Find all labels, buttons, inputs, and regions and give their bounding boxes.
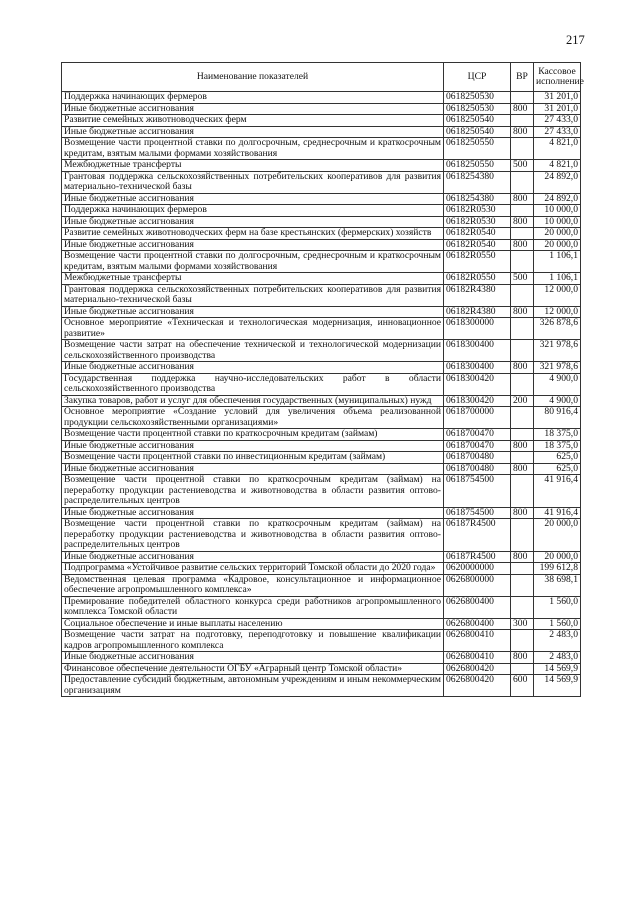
row-code: 0618700480: [444, 452, 511, 464]
row-vr: [511, 574, 534, 596]
row-name: Грантовая поддержка сельскохозяйственных потребительских кооперативов для развития материально-технической базы: [62, 284, 444, 306]
row-name: Возмещение части процентной ставки по краткосрочным кредитам (займам) на переработку продукции растениеводства и животноводства в области развития оптово-распределительных центров: [62, 519, 444, 552]
row-vr: [511, 171, 534, 193]
row-name: Иные бюджетные ассигнования: [62, 507, 444, 519]
row-sum: 4 900,0: [534, 373, 581, 395]
row-vr: [511, 340, 534, 362]
table-row: [62, 475, 581, 508]
row-name: Развитие семейных животноводческих ферм на базе крестьянских (фермерских) хозяйств: [62, 228, 444, 240]
row-vr: 800: [511, 362, 534, 374]
row-code: 0618300420: [444, 373, 511, 395]
row-code: 0626800420: [444, 663, 511, 675]
table-row: [62, 519, 581, 552]
table-header-row: [62, 63, 581, 92]
table-row: [62, 306, 581, 318]
table-row: [62, 160, 581, 172]
row-name: Социальное обеспечение и иные выплаты населению: [62, 618, 444, 630]
row-name: Финансовое обеспечение деятельности ОГБУ «Аграрный центр Томской области»: [62, 663, 444, 675]
row-vr: [511, 115, 534, 127]
table-row: [62, 126, 581, 138]
row-vr: 300: [511, 618, 534, 630]
table-row: [62, 251, 581, 273]
row-code: 06182R0530: [444, 205, 511, 217]
row-sum: 14 569,9: [534, 663, 581, 675]
row-vr: [511, 475, 534, 508]
row-code: 0626800420: [444, 675, 511, 697]
table-row: [62, 440, 581, 452]
row-sum: 1 560,0: [534, 618, 581, 630]
table-row: [62, 228, 581, 240]
row-sum: 41 916,4: [534, 475, 581, 508]
row-name: Возмещение части затрат на подготовку, переподготовку и повышение квалификации кадров агропромышленного комплекса: [62, 630, 444, 652]
row-vr: 800: [511, 126, 534, 138]
row-code: 06182R4380: [444, 306, 511, 318]
row-vr: [511, 228, 534, 240]
row-sum: 1 106,1: [534, 251, 581, 273]
table-row: [62, 239, 581, 251]
row-sum: 27 433,0: [534, 115, 581, 127]
row-vr: [511, 407, 534, 429]
table-row: [62, 574, 581, 596]
row-name: Иные бюджетные ассигнования: [62, 193, 444, 205]
row-code: 06182R0550: [444, 273, 511, 285]
row-vr: [511, 138, 534, 160]
row-vr: [511, 92, 534, 104]
row-sum: 18 375,0: [534, 440, 581, 452]
row-code: 0618700470: [444, 440, 511, 452]
row-vr: [511, 663, 534, 675]
row-name: Возмещение части процентной ставки по краткосрочным кредитам (займам) на переработку продукции растениеводства и животноводства в области развития оптово-распределительных центров: [62, 475, 444, 508]
row-sum: 27 433,0: [534, 126, 581, 138]
row-vr: [511, 205, 534, 217]
row-code: 0618254380: [444, 193, 511, 205]
table-row: [62, 507, 581, 519]
row-vr: 200: [511, 395, 534, 407]
row-vr: 500: [511, 160, 534, 172]
header-code: ЦСР: [444, 63, 511, 92]
row-name: Иные бюджетные ассигнования: [62, 239, 444, 251]
row-vr: [511, 563, 534, 575]
row-vr: [511, 373, 534, 395]
table-row: [62, 318, 581, 340]
row-code: 0618300400: [444, 340, 511, 362]
table-row: [62, 551, 581, 563]
row-sum: 4 900,0: [534, 395, 581, 407]
row-name: Межбюджетные трансферты: [62, 273, 444, 285]
row-name: Иные бюджетные ассигнования: [62, 440, 444, 452]
row-name: Иные бюджетные ассигнования: [62, 216, 444, 228]
row-code: 06187R4500: [444, 551, 511, 563]
row-vr: 800: [511, 551, 534, 563]
table-row: [62, 216, 581, 228]
table-row: [62, 273, 581, 285]
row-name: Возмещение части процентной ставки по долгосрочным, среднесрочным и краткосрочным кредитам, взятым малыми формами хозяйствования: [62, 138, 444, 160]
table-row: [62, 452, 581, 464]
row-name: Поддержка начинающих фермеров: [62, 92, 444, 104]
row-vr: 800: [511, 652, 534, 664]
row-code: 0618250540: [444, 126, 511, 138]
row-sum: 10 000,0: [534, 205, 581, 217]
table-row: [62, 193, 581, 205]
row-code: 0626800400: [444, 596, 511, 618]
row-sum: 199 612,8: [534, 563, 581, 575]
row-name: Ведомственная целевая программа «Кадровое, консультационное и информационное обеспечение агропромышленного комплекса»: [62, 574, 444, 596]
table-row: [62, 675, 581, 697]
table-row: [62, 652, 581, 664]
row-name: Возмещение части затрат на обеспечение технической и технологической модернизации сельскохозяйственного производства: [62, 340, 444, 362]
row-name: Государственная поддержка научно-исследовательских работ в области сельскохозяйственного производства: [62, 373, 444, 395]
row-sum: 12 000,0: [534, 306, 581, 318]
table-row: [62, 103, 581, 115]
row-sum: 41 916,4: [534, 507, 581, 519]
row-name: Возмещение части процентной ставки по краткосрочным кредитам (займам): [62, 429, 444, 441]
row-sum: 12 000,0: [534, 284, 581, 306]
table-row: [62, 395, 581, 407]
row-code: 06182R0550: [444, 251, 511, 273]
row-vr: 600: [511, 675, 534, 697]
table-row: [62, 429, 581, 441]
row-sum: 14 569,9: [534, 675, 581, 697]
row-code: 0618250530: [444, 103, 511, 115]
row-sum: 625,0: [534, 463, 581, 475]
row-code: 06182R4380: [444, 284, 511, 306]
row-sum: 10 000,0: [534, 216, 581, 228]
row-sum: 321 978,6: [534, 362, 581, 374]
table-row: [62, 92, 581, 104]
row-vr: 800: [511, 507, 534, 519]
row-name: Иные бюджетные ассигнования: [62, 103, 444, 115]
row-name: Иные бюджетные ассигнования: [62, 652, 444, 664]
table-row: [62, 171, 581, 193]
row-name: Грантовая поддержка сельскохозяйственных потребительских кооперативов для развития материально-технической базы: [62, 171, 444, 193]
row-code: 0626800410: [444, 630, 511, 652]
row-code: 06182R0540: [444, 239, 511, 251]
row-name: Иные бюджетные ассигнования: [62, 126, 444, 138]
row-sum: 1 560,0: [534, 596, 581, 618]
row-code: 0620000000: [444, 563, 511, 575]
row-name: Возмещение части процентной ставки по долгосрочным, среднесрочным и краткосрочным кредитам, взятым малыми формами хозяйствования: [62, 251, 444, 273]
row-sum: 20 000,0: [534, 519, 581, 552]
row-sum: 1 106,1: [534, 273, 581, 285]
row-vr: [511, 452, 534, 464]
header-vr: ВР: [511, 63, 534, 92]
row-vr: [511, 596, 534, 618]
row-vr: [511, 429, 534, 441]
table-body: [62, 92, 581, 697]
row-code: 0618250550: [444, 160, 511, 172]
row-code: 0626800000: [444, 574, 511, 596]
table-row: [62, 618, 581, 630]
table-row: [62, 284, 581, 306]
row-name: Основное мероприятие «Техническая и технологическая модернизация, инновационное развитие»: [62, 318, 444, 340]
row-code: 06182R0530: [444, 216, 511, 228]
row-vr: [511, 284, 534, 306]
row-vr: 800: [511, 103, 534, 115]
row-code: 0618250530: [444, 92, 511, 104]
row-sum: 38 698,1: [534, 574, 581, 596]
row-vr: 800: [511, 216, 534, 228]
row-sum: 2 483,0: [534, 630, 581, 652]
row-code: 0618250550: [444, 138, 511, 160]
header-sum: Кассовое исполнение: [534, 63, 581, 92]
row-code: 0618300420: [444, 395, 511, 407]
row-sum: 20 000,0: [534, 228, 581, 240]
header-name: Наименование показателей: [62, 63, 444, 92]
table-row: [62, 663, 581, 675]
row-sum: 321 978,6: [534, 340, 581, 362]
row-code: 0626800400: [444, 618, 511, 630]
table-row: [62, 373, 581, 395]
row-vr: [511, 318, 534, 340]
row-name: Подпрограмма «Устойчивое развитие сельских территорий Томской области до 2020 года»: [62, 563, 444, 575]
table-row: [62, 205, 581, 217]
row-name: Иные бюджетные ассигнования: [62, 551, 444, 563]
table-row: [62, 463, 581, 475]
row-name: Иные бюджетные ассигнования: [62, 306, 444, 318]
row-code: 06187R4500: [444, 519, 511, 552]
row-vr: 800: [511, 193, 534, 205]
row-name: Иные бюджетные ассигнования: [62, 362, 444, 374]
row-sum: 4 821,0: [534, 138, 581, 160]
row-sum: 18 375,0: [534, 429, 581, 441]
row-vr: 800: [511, 306, 534, 318]
row-name: Основное мероприятие «Создание условий для увеличения объема реализованной продукции сельскохозяйственными организациями»: [62, 407, 444, 429]
row-sum: 2 483,0: [534, 652, 581, 664]
table-row: [62, 340, 581, 362]
table-row: [62, 596, 581, 618]
table-row: [62, 115, 581, 127]
row-code: 0618754500: [444, 507, 511, 519]
row-code: 0626800410: [444, 652, 511, 664]
row-sum: 4 821,0: [534, 160, 581, 172]
row-name: Иные бюджетные ассигнования: [62, 463, 444, 475]
table-row: [62, 362, 581, 374]
table-row: [62, 630, 581, 652]
row-name: Предоставление субсидий бюджетным, автономным учреждениям и иным некоммерческим организациям: [62, 675, 444, 697]
row-code: 0618250540: [444, 115, 511, 127]
row-name: Закупка товаров, работ и услуг для обеспечения государственных (муниципальных) нужд: [62, 395, 444, 407]
row-vr: 500: [511, 273, 534, 285]
row-vr: [511, 630, 534, 652]
row-sum: 80 916,4: [534, 407, 581, 429]
row-vr: [511, 519, 534, 552]
row-name: Поддержка начинающих фермеров: [62, 205, 444, 217]
row-vr: 800: [511, 239, 534, 251]
table-row: [62, 138, 581, 160]
row-sum: 20 000,0: [534, 239, 581, 251]
row-sum: 20 000,0: [534, 551, 581, 563]
row-code: 0618254380: [444, 171, 511, 193]
row-sum: 625,0: [534, 452, 581, 464]
row-code: 0618300000: [444, 318, 511, 340]
row-sum: 31 201,0: [534, 103, 581, 115]
row-sum: 31 201,0: [534, 92, 581, 104]
row-name: Развитие семейных животноводческих ферм: [62, 115, 444, 127]
row-vr: [511, 251, 534, 273]
row-name: Премирование победителей областного конкурса среди работников агропромышленного комплекса Томской области: [62, 596, 444, 618]
row-sum: 326 878,6: [534, 318, 581, 340]
page-number: 217: [566, 33, 585, 47]
row-sum: 24 892,0: [534, 171, 581, 193]
row-code: 0618700000: [444, 407, 511, 429]
row-sum: 24 892,0: [534, 193, 581, 205]
row-vr: 800: [511, 463, 534, 475]
row-code: 0618754500: [444, 475, 511, 508]
row-name: Межбюджетные трансферты: [62, 160, 444, 172]
row-code: 0618700470: [444, 429, 511, 441]
row-name: Возмещение части процентной ставки по инвестиционным кредитам (займам): [62, 452, 444, 464]
row-code: 06182R0540: [444, 228, 511, 240]
table-row: [62, 407, 581, 429]
row-code: 0618300400: [444, 362, 511, 374]
row-vr: 800: [511, 440, 534, 452]
row-code: 0618700480: [444, 463, 511, 475]
budget-execution-table: [61, 62, 584, 697]
table-row: [62, 563, 581, 575]
